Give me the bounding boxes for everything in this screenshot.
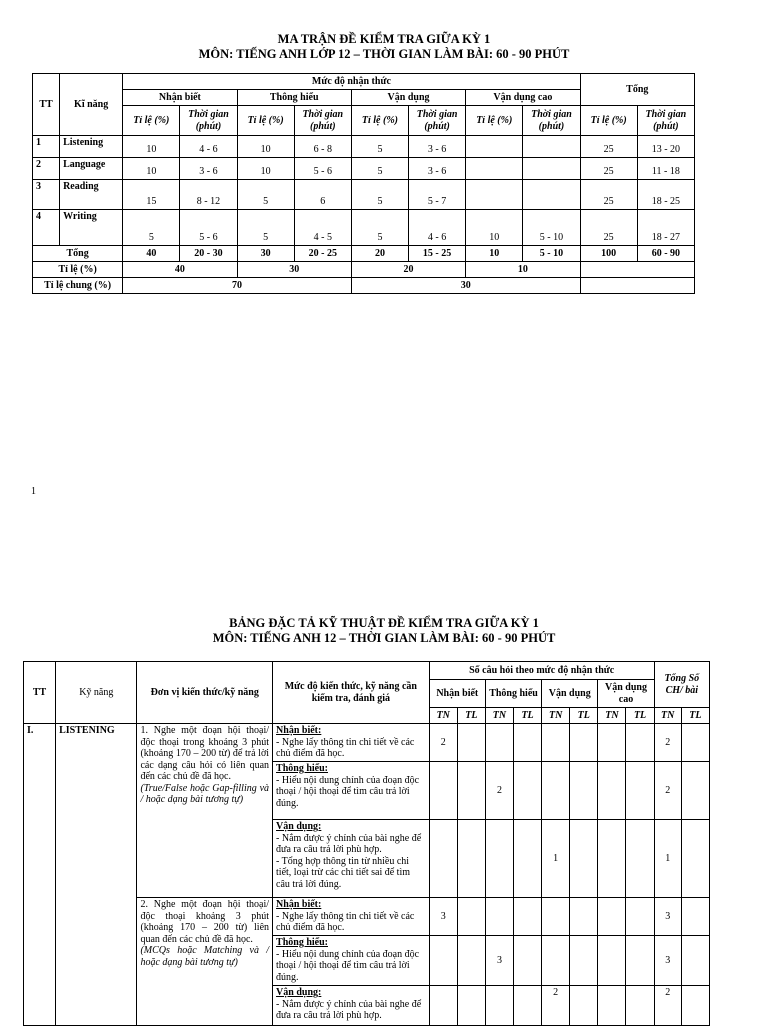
overall-cell-empty xyxy=(580,278,694,294)
count-cell xyxy=(681,820,709,898)
count-cell: 2 xyxy=(542,986,570,1026)
time-header: Thời gian (phút) xyxy=(637,106,694,136)
overall-cell: 70 xyxy=(123,278,352,294)
time-header: Thời gian (phút) xyxy=(523,106,580,136)
row-cell: 5 xyxy=(237,180,294,210)
unit-cell xyxy=(137,724,273,898)
count-cell xyxy=(542,762,570,820)
row-cell: 18 - 25 xyxy=(637,180,694,210)
tl-header: TL xyxy=(514,708,542,724)
matrix-title-line1: MA TRẬN ĐỀ KIỂM TRA GIỮA KỲ 1 xyxy=(277,32,491,46)
time-header: Thời gian (phút) xyxy=(180,106,237,136)
tn-header: TN xyxy=(485,708,513,724)
level-header: Thông hiểu xyxy=(237,90,351,106)
criteria-line: - Hiểu nội dung chính của đoạn độc thoại / hội thoại để tìm câu trả lời đúng. xyxy=(276,774,420,809)
count-cell xyxy=(514,898,542,936)
matrix-title xyxy=(0,32,768,62)
spec-title xyxy=(0,616,768,646)
row-cell: 4 - 5 xyxy=(294,210,351,246)
skill-row xyxy=(33,210,695,246)
unit-cell xyxy=(137,898,273,1026)
row-cell: 25 xyxy=(580,158,637,180)
level-label: Nhận biết: xyxy=(276,899,322,910)
spec-col-total: Tổng Số CH/ bài xyxy=(654,662,709,708)
row-cell xyxy=(466,180,523,210)
ratio-header: Tỉ lệ (%) xyxy=(466,106,523,136)
count-cell xyxy=(485,724,513,762)
tn-header: TN xyxy=(429,708,457,724)
row-cell: 5 - 6 xyxy=(180,210,237,246)
count-cell xyxy=(457,898,485,936)
row-cell: 5 xyxy=(351,158,408,180)
row-cell: 3 - 6 xyxy=(409,136,466,158)
tn-header: TN xyxy=(542,708,570,724)
row-cell: 18 - 27 xyxy=(637,210,694,246)
col-tt: TT xyxy=(33,74,60,136)
spec-title-line2: MÔN: TIẾNG ANH 12 – THỜI GIAN LÀM BÀI: 60 - 90 PHÚT xyxy=(212,631,556,645)
spec-level-header: Vận dụng cao xyxy=(598,680,654,708)
skill-row xyxy=(33,180,695,210)
count-cell xyxy=(457,724,485,762)
ratio-row xyxy=(33,262,695,278)
count-cell: 3 xyxy=(429,898,457,936)
tn-header: TN xyxy=(654,708,681,724)
count-cell xyxy=(598,936,626,986)
total-cell: 10 xyxy=(466,246,523,262)
section-tt: I. xyxy=(24,724,56,1026)
count-cell xyxy=(542,724,570,762)
ratio-header: Tỉ lệ (%) xyxy=(237,106,294,136)
level-label: Nhận biết: xyxy=(276,725,322,736)
count-cell xyxy=(626,724,654,762)
count-cell xyxy=(570,936,598,986)
row-cell: 10 xyxy=(123,136,180,158)
spec-row xyxy=(24,724,710,762)
row-cell: 5 - 10 xyxy=(523,210,580,246)
skill-row xyxy=(33,158,695,180)
count-cell xyxy=(681,986,709,1026)
count-cell xyxy=(598,898,626,936)
count-cell xyxy=(626,936,654,986)
spec-level-header: Nhận biết xyxy=(429,680,485,708)
count-cell xyxy=(429,936,457,986)
count-cell: 2 xyxy=(429,724,457,762)
count-cell xyxy=(681,936,709,986)
spec-col-tt: TT xyxy=(24,662,56,724)
overall-row xyxy=(33,278,695,294)
count-cell xyxy=(457,986,485,1026)
unit-desc: 2. Nghe một đoạn hội thoại/ độc thoại khoảng 3 phút (khoảng 170 – 200 từ) liên quan đến các chủ đề đã học. xyxy=(140,899,270,945)
total-row xyxy=(33,246,695,262)
row-cell: 5 xyxy=(123,210,180,246)
row-cell: 3 - 6 xyxy=(180,158,237,180)
criteria-line: - Nghe lấy thông tin chi tiết về các chủ điểm đã học. xyxy=(276,910,415,933)
unit-note: (MCQs hoặc Matching và / hoặc dạng bài tương tự) xyxy=(140,945,270,968)
count-cell xyxy=(570,820,598,898)
count-cell xyxy=(598,724,626,762)
total-cell: 30 xyxy=(237,246,294,262)
col-skill: Kĩ năng xyxy=(60,74,123,136)
ratio-header: Tỉ lệ (%) xyxy=(580,106,637,136)
count-cell xyxy=(626,898,654,936)
ratio-header: Tỉ lệ (%) xyxy=(351,106,408,136)
count-cell xyxy=(429,986,457,1026)
total-cell: 20 - 25 xyxy=(294,246,351,262)
count-cell xyxy=(570,898,598,936)
criteria-line: - Nghe lấy thông tin chi tiết về các chủ điểm đã học. xyxy=(276,736,415,759)
level-header: Vận dụng cao xyxy=(466,90,580,106)
level-header: Vận dụng xyxy=(351,90,465,106)
count-cell: 3 xyxy=(654,936,681,986)
criteria-cell xyxy=(273,936,430,986)
spec-col-criteria: Mức độ kiến thức, kỹ năng cần kiểm tra, đánh giá xyxy=(273,662,430,724)
count-cell: 3 xyxy=(485,936,513,986)
total-row-label: Tổng xyxy=(33,246,123,262)
row-cell: 6 xyxy=(294,180,351,210)
row-cell: 10 xyxy=(237,158,294,180)
ratio-cell: 10 xyxy=(466,262,580,278)
row-cell: 4 - 6 xyxy=(180,136,237,158)
count-cell xyxy=(626,820,654,898)
criteria-cell xyxy=(273,724,430,762)
count-cell: 1 xyxy=(542,820,570,898)
spec-col-count-group: Số câu hỏi theo mức độ nhận thức xyxy=(429,662,654,680)
row-cell: 6 - 8 xyxy=(294,136,351,158)
row-tt: 4 xyxy=(33,210,60,246)
count-cell: 1 xyxy=(654,820,681,898)
level-label: Thông hiểu: xyxy=(276,937,328,948)
count-cell xyxy=(514,936,542,986)
spec-title-line1: BẢNG ĐẶC TẢ KỸ THUẬT ĐỀ KIỂM TRA GIỮA KỲ 1 xyxy=(229,616,539,630)
overall-cell: 30 xyxy=(351,278,580,294)
ratio-row-label: Tỉ lệ (%) xyxy=(33,262,123,278)
row-cell: 5 xyxy=(351,136,408,158)
count-cell xyxy=(542,936,570,986)
time-header: Thời gian (phút) xyxy=(294,106,351,136)
count-cell xyxy=(514,986,542,1026)
criteria-cell xyxy=(273,898,430,936)
tn-header: TN xyxy=(598,708,626,724)
time-header: Thời gian (phút) xyxy=(409,106,466,136)
ratio-cell: 20 xyxy=(351,262,465,278)
row-skill: Reading xyxy=(60,180,123,210)
count-cell xyxy=(542,898,570,936)
matrix-table xyxy=(32,73,695,294)
row-cell xyxy=(466,136,523,158)
total-cell: 15 - 25 xyxy=(409,246,466,262)
total-cell: 5 - 10 xyxy=(523,246,580,262)
row-cell: 5 xyxy=(237,210,294,246)
count-cell xyxy=(514,762,542,820)
count-cell xyxy=(429,820,457,898)
skill-row xyxy=(33,136,695,158)
row-cell: 10 xyxy=(237,136,294,158)
total-cell: 20 - 30 xyxy=(180,246,237,262)
col-total: Tổng xyxy=(580,74,694,106)
row-cell: 15 xyxy=(123,180,180,210)
section-skill: LISTENING xyxy=(56,724,137,1026)
row-cell: 4 - 6 xyxy=(409,210,466,246)
row-cell: 5 xyxy=(351,210,408,246)
row-cell: 13 - 20 xyxy=(637,136,694,158)
page-number: 1 xyxy=(31,486,36,497)
count-cell: 2 xyxy=(654,724,681,762)
row-cell: 11 - 18 xyxy=(637,158,694,180)
count-cell xyxy=(485,898,513,936)
row-cell xyxy=(466,158,523,180)
level-label: Vận dụng: xyxy=(276,821,322,832)
count-cell xyxy=(681,762,709,820)
count-cell xyxy=(514,724,542,762)
count-cell xyxy=(598,762,626,820)
row-cell: 5 - 7 xyxy=(409,180,466,210)
unit-desc: 1. Nghe một đoạn hội thoại/ độc thoại trong khoảng 3 phút (khoảng 170 – 200 từ) để trả lời các dạng câu hỏi có liên quan đến các chủ đề đã học. xyxy=(140,725,270,782)
spec-table xyxy=(23,661,710,1026)
criteria-cell xyxy=(273,820,430,898)
row-cell: 3 - 6 xyxy=(409,158,466,180)
row-tt: 1 xyxy=(33,136,60,158)
ratio-header: Tỉ lệ (%) xyxy=(123,106,180,136)
criteria-line: - Nắm được ý chính của bài nghe để đưa ra câu trả lời phù hợp. xyxy=(276,998,422,1021)
count-cell xyxy=(598,986,626,1026)
spec-col-unit: Đơn vị kiến thức/kỹ năng xyxy=(137,662,273,724)
count-cell xyxy=(514,820,542,898)
col-level-group: Mức độ nhận thức xyxy=(123,74,580,90)
count-cell xyxy=(570,986,598,1026)
total-cell: 40 xyxy=(123,246,180,262)
level-label: Thông hiểu: xyxy=(276,763,328,774)
row-cell xyxy=(523,158,580,180)
row-cell: 10 xyxy=(123,158,180,180)
count-cell xyxy=(626,986,654,1026)
tl-header: TL xyxy=(457,708,485,724)
count-cell xyxy=(598,820,626,898)
spec-level-header: Thông hiểu xyxy=(485,680,541,708)
spec-col-skill: Kỹ năng xyxy=(56,662,137,724)
criteria-line: - Tổng hợp thông tin từ nhiều chi tiết, loại trừ các chi tiết sai để tìm câu trả lời đúng. xyxy=(276,855,411,890)
total-cell: 100 xyxy=(580,246,637,262)
count-cell xyxy=(485,820,513,898)
row-cell: 25 xyxy=(580,180,637,210)
count-cell xyxy=(681,724,709,762)
row-cell xyxy=(523,136,580,158)
row-cell: 8 - 12 xyxy=(180,180,237,210)
count-cell xyxy=(457,936,485,986)
count-cell xyxy=(457,820,485,898)
total-cell: 20 xyxy=(351,246,408,262)
row-tt: 3 xyxy=(33,180,60,210)
level-header: Nhận biết xyxy=(123,90,237,106)
count-cell xyxy=(681,898,709,936)
count-cell xyxy=(429,762,457,820)
tl-header: TL xyxy=(570,708,598,724)
spec-level-header: Vận dụng xyxy=(542,680,598,708)
count-cell: 2 xyxy=(654,986,681,1026)
row-skill: Writing xyxy=(60,210,123,246)
tl-header: TL xyxy=(681,708,709,724)
count-cell: 3 xyxy=(654,898,681,936)
ratio-cell-empty xyxy=(580,262,694,278)
criteria-cell xyxy=(273,986,430,1026)
criteria-line: - Nắm được ý chính của bài nghe để đưa ra câu trả lời phù hợp. xyxy=(276,832,422,855)
matrix-title-line2: MÔN: TIẾNG ANH LỚP 12 – THỜI GIAN LÀM BÀI: 60 - 90 PHÚT xyxy=(198,47,570,61)
overall-row-label: Tỉ lệ chung (%) xyxy=(33,278,123,294)
total-cell: 60 - 90 xyxy=(637,246,694,262)
criteria-cell xyxy=(273,762,430,820)
count-cell xyxy=(570,762,598,820)
count-cell xyxy=(626,762,654,820)
row-skill: Listening xyxy=(60,136,123,158)
count-cell xyxy=(457,762,485,820)
row-cell: 25 xyxy=(580,136,637,158)
level-label: Vận dụng: xyxy=(276,987,322,998)
row-skill: Language xyxy=(60,158,123,180)
row-cell: 10 xyxy=(466,210,523,246)
count-cell: 2 xyxy=(654,762,681,820)
count-cell xyxy=(485,986,513,1026)
row-cell xyxy=(523,180,580,210)
unit-note: (True/False hoặc Gap-filling và / hoặc dạng bài tương tự) xyxy=(140,782,270,805)
tl-header: TL xyxy=(626,708,654,724)
ratio-cell: 40 xyxy=(123,262,237,278)
row-cell: 5 xyxy=(351,180,408,210)
row-tt: 2 xyxy=(33,158,60,180)
count-cell xyxy=(570,724,598,762)
count-cell: 2 xyxy=(485,762,513,820)
row-cell: 5 - 6 xyxy=(294,158,351,180)
criteria-line: - Hiểu nội dung chính của đoạn độc thoại / hội thoại để tìm câu trả lời đúng. xyxy=(276,948,420,983)
ratio-cell: 30 xyxy=(237,262,351,278)
row-cell: 25 xyxy=(580,210,637,246)
